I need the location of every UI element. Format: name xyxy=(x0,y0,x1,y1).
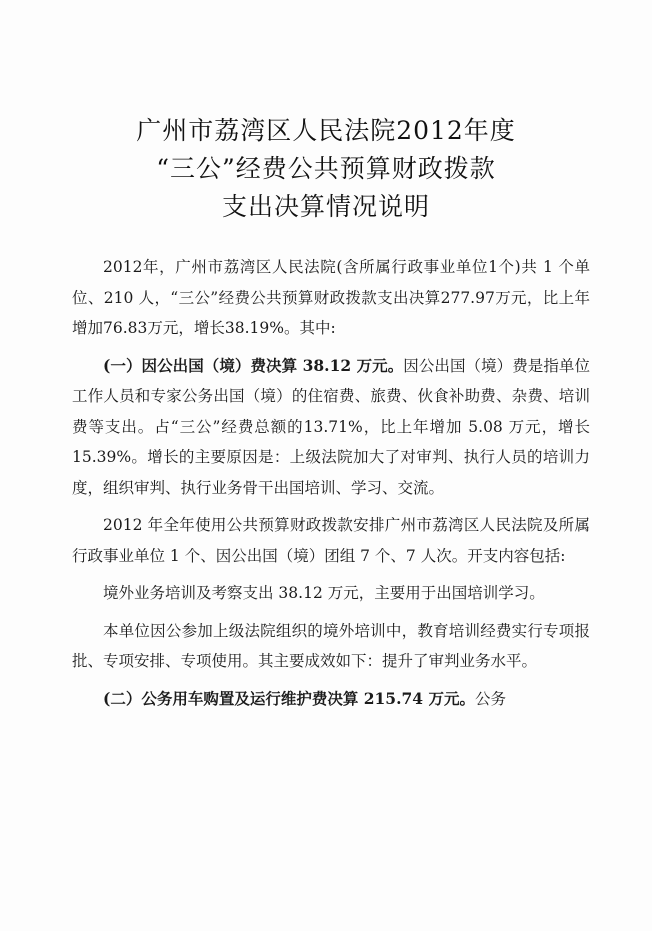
paragraph-expenditure-content: 境外业务培训及考察支出 38.12 万元，主要用于出国培训学习。 xyxy=(103,584,545,602)
paragraph-overseas-travel-text: 因公出国（境）费是指单位工作人员和专家公务出国（境）的住宿费、旅费、伙食补助费、杂费、培训费等支出。占“三公”经费总额的13.71%，比上年增加 5.08 万元，增长 15.39%。增长的主要原因是：上级法院加大了对审判、执行人员的培训力度，组织审判、执行业务骨干出国培训、学习、交流。 xyxy=(72,356,590,497)
section-heading-vehicles: (二）公务用车购置及运行维护费决算 215.74 万元。 xyxy=(103,688,475,708)
paragraph-groups: 2012 年全年使用公共预算财政拨款安排广州市荔湾区人民法院及所属行政事业单位 1 个、因公出国（境）团组 7 个、7 人次。开支内容包括: xyxy=(72,516,590,565)
document-title xyxy=(0,112,652,226)
title-line-2: “三公”经费公共预算财政拨款 xyxy=(156,154,496,183)
paragraph-vehicles xyxy=(72,684,590,715)
title-line-1: 广州市荔湾区人民法院2012年度 xyxy=(136,116,516,145)
title-line-3: 支出决算情况说明 xyxy=(221,192,430,221)
section-heading-overseas-travel: (一）因公出国（境）费决算 38.12 万元。 xyxy=(103,355,404,375)
paragraph-summary: 2012年，广州市荔湾区人民法院(含所属行政事业单位1个)共 1 个单位、210 人，“三公”经费公共预算财政拨款支出决算277.97万元，比上年增加76.83万元，增长38.19%。其中: xyxy=(72,258,590,337)
paragraph-vehicles-text: 公务 xyxy=(474,689,506,708)
paragraph-training-results: 本单位因公参加上级法院组织的境外培训中，教育培训经费实行专项报批、专项安排、专项使用。其主要成效如下：提升了审判业务水平。 xyxy=(72,621,590,670)
paragraph-overseas-travel xyxy=(72,351,590,504)
document-body xyxy=(72,252,590,721)
